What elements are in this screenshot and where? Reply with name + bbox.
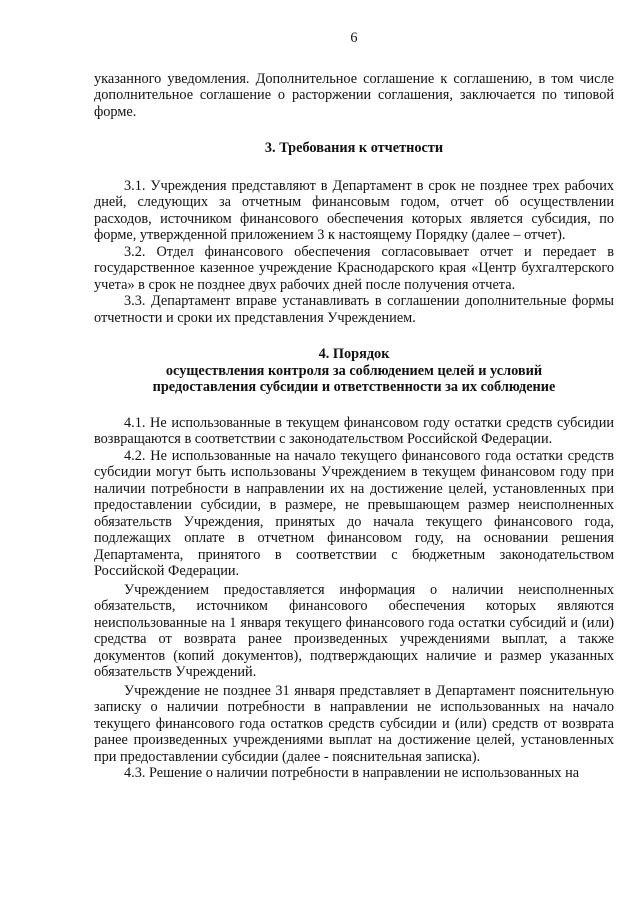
paragraph-4-3: 4.3. Решение о наличии потребности в направлении не использованных на (124, 765, 580, 781)
intro-paragraph: указанного уведомления. Дополнительное соглашение к соглашению, в том числе дополнительное соглашение о расторжении соглашения, заключается по типовой форме. (94, 70, 614, 120)
page-number: 6 (350, 30, 358, 46)
section-4-heading-line-2: осуществления контроля за соблюдением целей и условий (165, 362, 543, 379)
paragraph-4-2-information: Учреждением предоставляется информация о наличии неисполненных обязательств, источником финансового обеспечения которых являются неиспользованные на 1 января текущего финансового года остатки субсидий и (или) средства от возврата ранее произведенных учреждениями выплат, а также документов (копий документов), подтверждающих наличие и размер указанных обязательств Учреждений. (94, 581, 614, 680)
paragraph-4-2-explanatory-note: Учреждение не позднее 31 января представляет в Департамент пояснительную записку о наличии потребности в направлении не использованных на начало текущего финансового года остатков средств субсидии и (или) средств от возврата ранее произведенных учреждениями выплат на достижение целей, установленных при предоставлении субсидии (далее - пояснительная записка). (94, 682, 614, 765)
paragraph-3-3: 3.3. Департамент вправе устанавливать в соглашении дополнительные формы отчетности и сроки их представления Учреждением. (94, 293, 614, 326)
document-page (94, 30, 614, 782)
section-4-heading-line-1: 4. Порядок (318, 346, 390, 362)
paragraph-4-1: 4.1. Не использованные в текущем финансовом году остатки средств субсидии возвращаются в соответствии с законодательством Российской Федерации. (94, 414, 614, 447)
paragraph-3-2: 3.2. Отдел финансового обеспечения согласовывает отчет и передает в государственное казенное учреждение Краснодарского края «Центр бухгалтерского учета» в срок не позднее двух рабочих дней после получения отчета. (94, 243, 614, 293)
section-3-heading: 3. Требования к отчетности (264, 140, 444, 156)
section-4-heading-line-3: предоставления субсидии и ответственности за их соблюдение (152, 379, 556, 395)
paragraph-4-2: 4.2. Не использованные на начало текущего финансового года остатки средств субсидии могут быть использованы Учреждением в текущем финансовом году при наличии потребности в направлении их на достижение целей, установленных при предоставлении субсидии, в размере, не превышающем размер неисполненных обязательств Учреждения, принятых до начала текущего финансового года, подлежащих оплате в отчетном финансовом году, на основании решения Департамента, принятого в соответствии с бюджетным законодательством Российской Федерации. (94, 447, 614, 579)
section-4-heading (94, 346, 614, 396)
paragraph-3-1: 3.1. Учреждения представляют в Департамент в срок не позднее трех рабочих дней, следующих за отчетным финансовым годом, отчет об осуществлении расходов, источником финансового обеспечения которых является субсидия, по форме, утвержденной приложением 3 к настоящему Порядку (далее – отчет). (94, 177, 614, 243)
